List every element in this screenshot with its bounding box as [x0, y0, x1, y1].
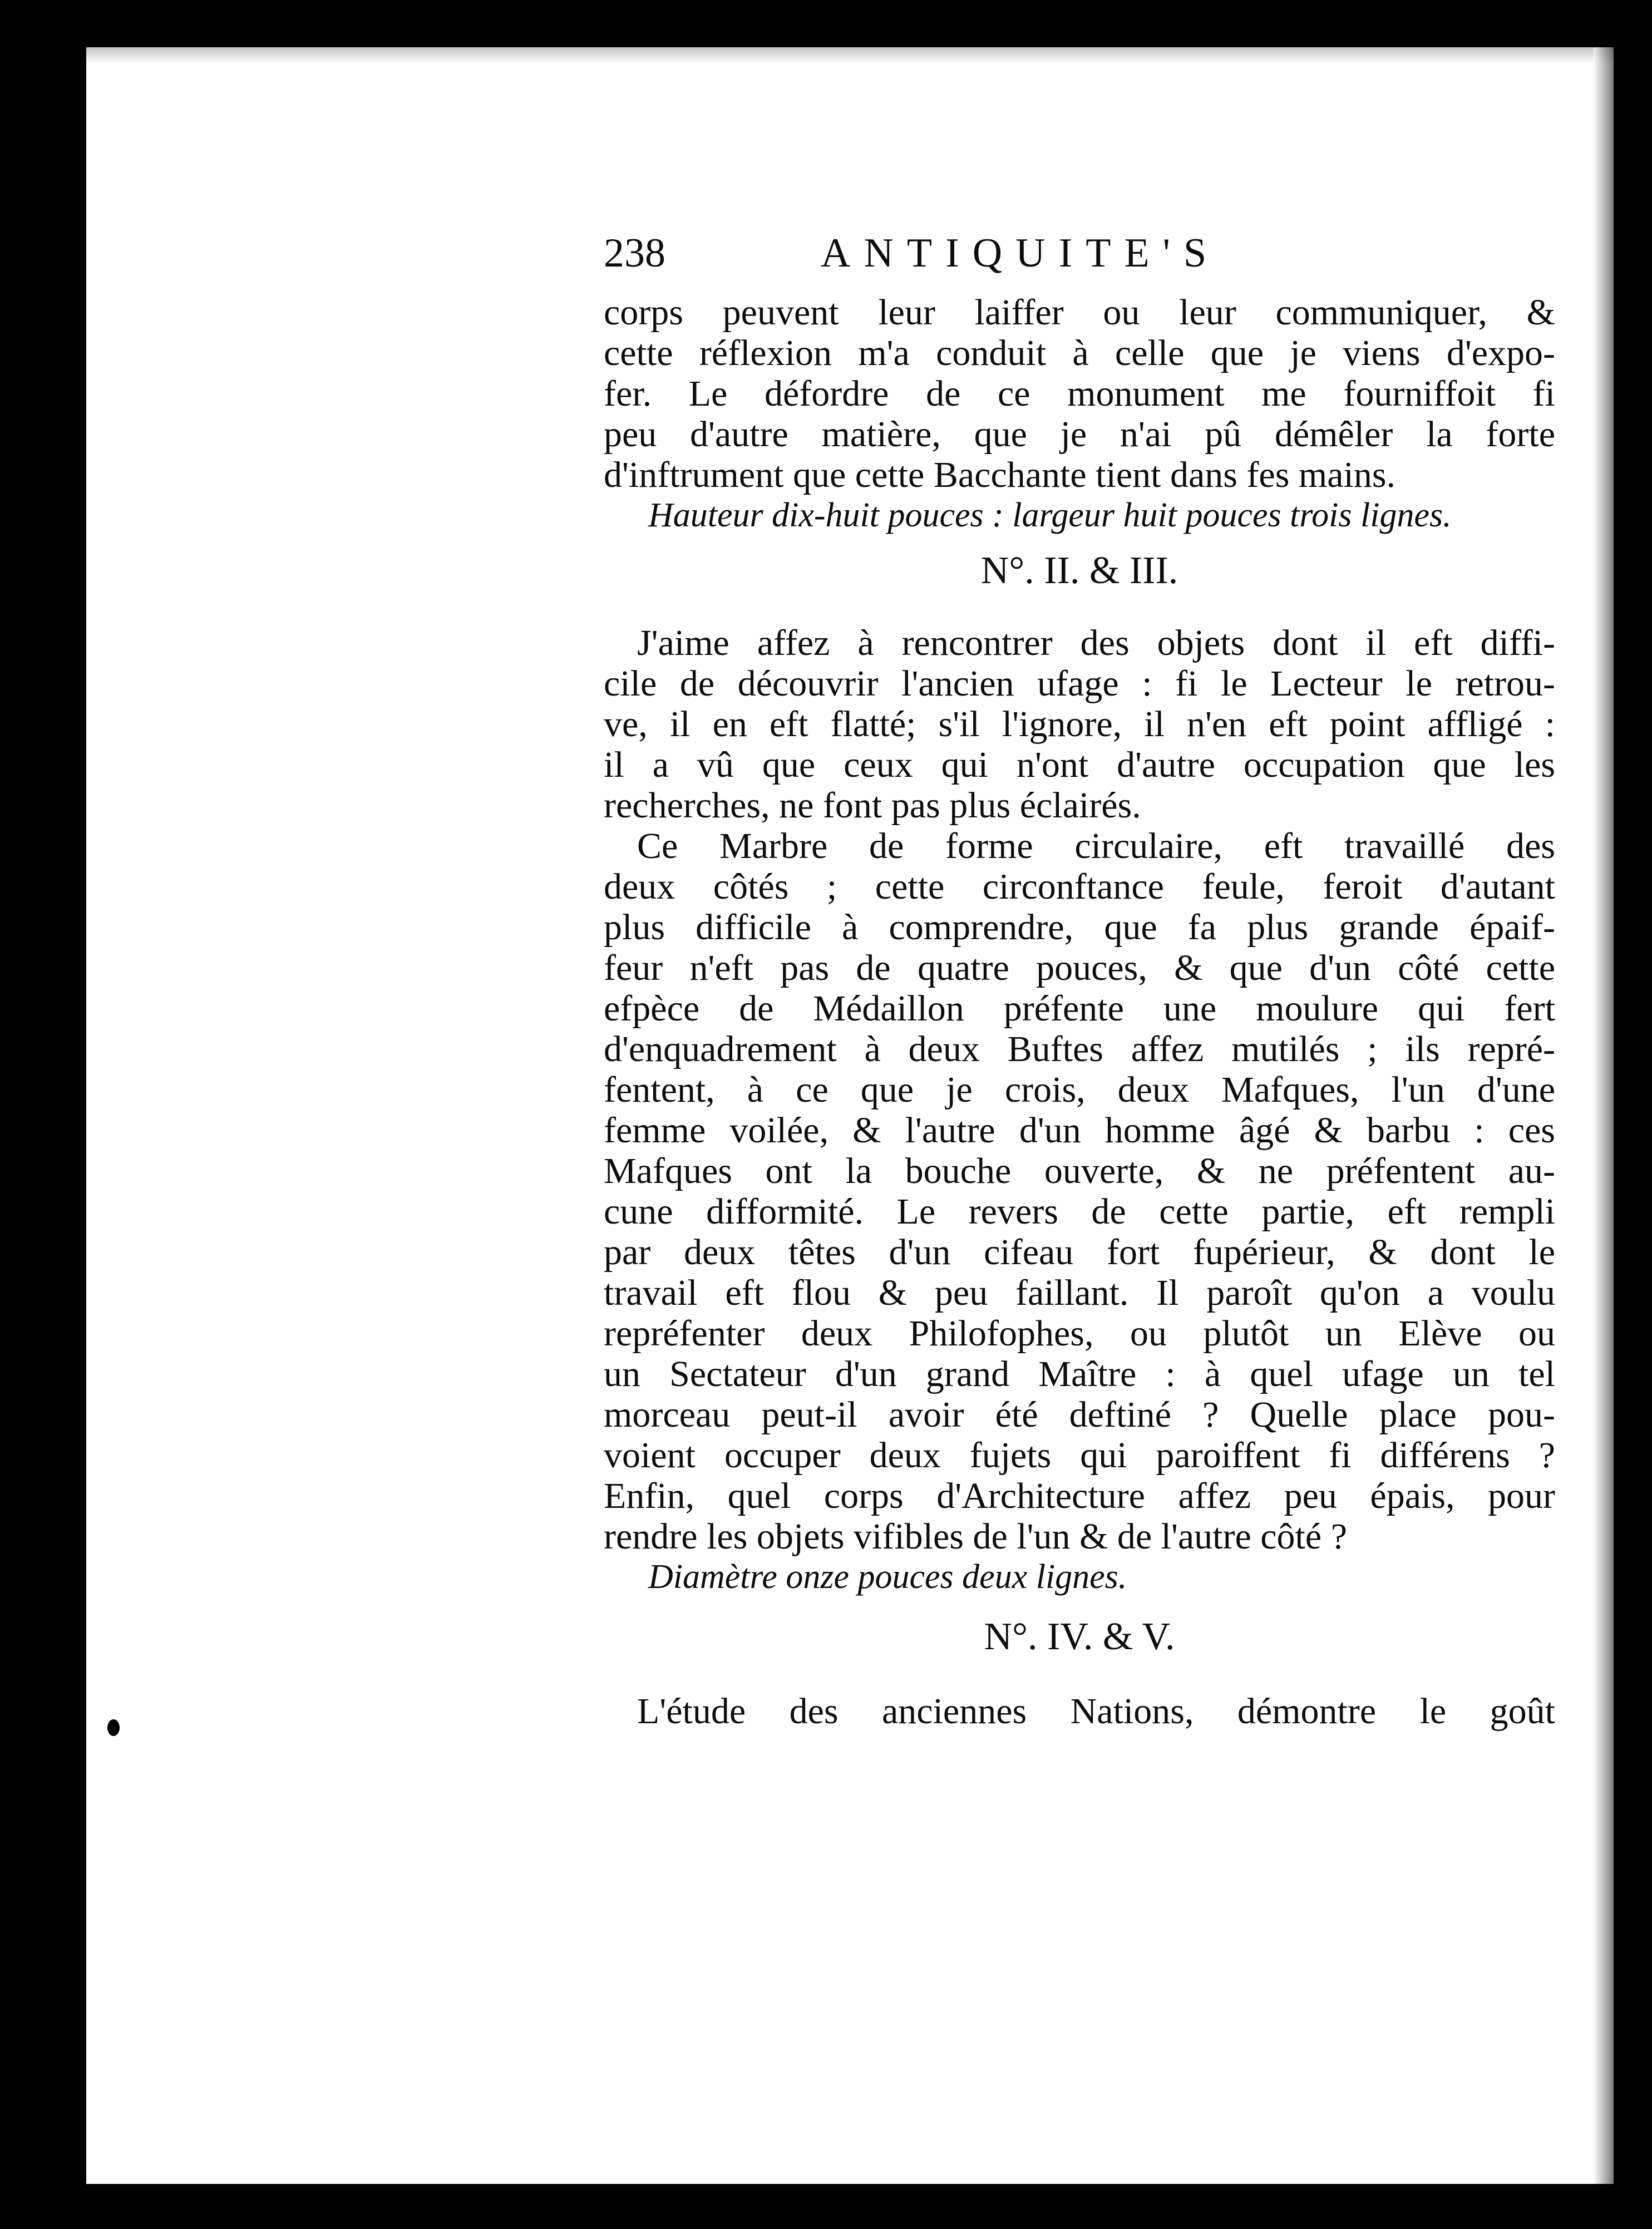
section-heading-ii-iii: N°. II. & III.: [980, 549, 1178, 592]
text-line: efpèce de Médaillon préfente une moulure qui fert: [604, 988, 1555, 1029]
text-line: fer. Le défordre de ce monument me fourniffoit fi: [604, 373, 1555, 414]
text-line: feur n'eft pas de quatre pouces, & que d'un côté cette: [604, 948, 1555, 988]
text-line: fentent, à ce que je crois, deux Mafques, l'un d'une: [604, 1069, 1555, 1110]
text-block: [604, 225, 1555, 1732]
text-line: recherches, ne font pas plus éclairés.: [604, 785, 1141, 826]
margin-ink-blot: [107, 1719, 120, 1736]
running-head: [604, 225, 1555, 292]
text-line: peu d'autre matière, que je n'ai pû démêler la forte: [604, 414, 1555, 455]
text-line: Ce Marbre de forme circulaire, eft travaillé des: [637, 826, 1555, 866]
continued-paragraph: [604, 292, 1555, 495]
text-line: J'aime affez à rencontrer des objets dont il eft diffi-: [637, 623, 1555, 663]
text-line: cile de découvrir l'ancien ufage : fi le Lecteur le retrou-: [604, 663, 1555, 704]
text-line: morceau peut-il avoir été deftiné ? Quelle place pou-: [604, 1394, 1555, 1435]
section-heading-iv-v: N°. IV. & V.: [984, 1615, 1175, 1658]
dimensions-note: Hauteur dix-huit pouces : largeur huit pouces trois lignes.: [648, 496, 1452, 534]
diameter-note: Diamètre onze pouces deux lignes.: [648, 1558, 1127, 1596]
text-line: repréfenter deux Philofophes, ou plutôt un Elève ou: [604, 1313, 1555, 1354]
running-title: ANTIQUITE'S: [821, 230, 1220, 276]
page-number: 238: [604, 230, 665, 276]
page-right-edge-shadow: [1594, 47, 1614, 2184]
text-line: d'inftrument que cette Bacchante tient dans fes mains.: [604, 455, 1396, 495]
text-line: cune difformité. Le revers de cette partie, eft rempli: [604, 1191, 1555, 1232]
paragraph-marbre: [604, 826, 1555, 1557]
text-line: deux côtés ; cette circonftance feule, feroit d'autant: [604, 866, 1555, 907]
text-line: un Sectateur d'un grand Maître : à quel ufage un tel: [604, 1354, 1555, 1394]
text-line: L'étude des anciennes Nations, démontre le goût: [637, 1691, 1555, 1732]
text-line: d'enquadrement à deux Buftes affez mutilés ; ils repré-: [604, 1029, 1555, 1069]
text-line: Enfin, quel corps d'Architecture affez peu épais, pour: [604, 1476, 1555, 1516]
text-line: voient occuper deux fujets qui paroiffent fi différens ?: [604, 1435, 1555, 1476]
paragraph-intro: [604, 623, 1555, 826]
text-line: Mafques ont la bouche ouverte, & ne préfentent au-: [604, 1151, 1555, 1191]
text-line: corps peuvent leur laiffer ou leur communiquer, &: [604, 292, 1555, 333]
text-line: ve, il en eft flatté; s'il l'ignore, il n'en eft point affligé :: [604, 704, 1555, 744]
text-line: femme voilée, & l'autre d'un homme âgé & barbu : ces: [604, 1110, 1555, 1151]
text-line: par deux têtes d'un cifeau fort fupérieur, & dont le: [604, 1232, 1555, 1273]
text-line: il a vû que ceux qui n'ont d'autre occupation que les: [604, 744, 1555, 785]
text-line: cette réflexion m'a conduit à celle que je viens d'expo-: [604, 333, 1555, 373]
text-line: travail eft flou & peu faillant. Il paroît qu'on a voulu: [604, 1273, 1555, 1313]
page-top-edge-shadow: [86, 47, 1614, 64]
book-page: [86, 47, 1614, 2184]
paragraph-nations: [604, 1691, 1555, 1732]
text-line: rendre les objets vifibles de l'un & de l'autre côté ?: [604, 1516, 1347, 1557]
text-line: plus difficile à comprendre, que fa plus grande épaif-: [604, 907, 1555, 948]
